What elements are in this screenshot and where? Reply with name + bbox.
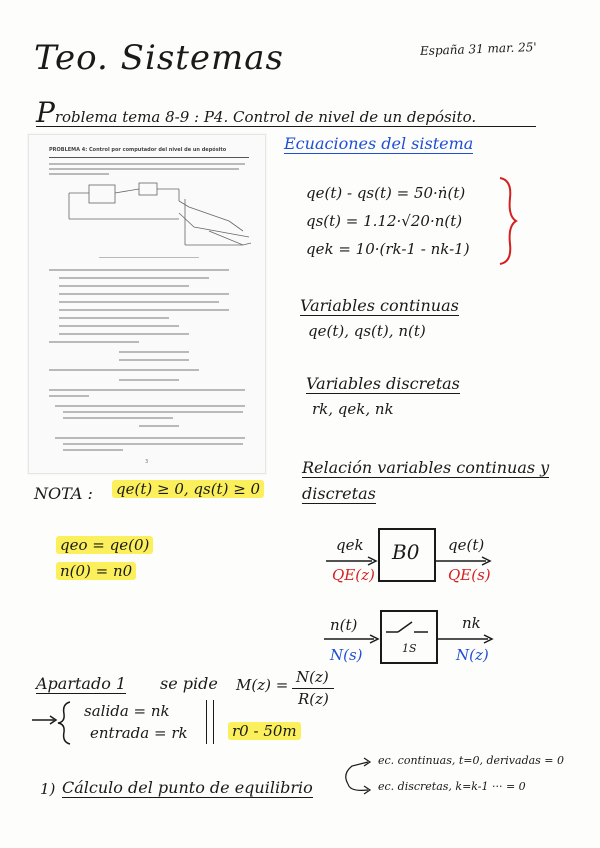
branch-arrows-icon	[340, 756, 380, 802]
block1-input-bottom: QE(z)	[332, 566, 375, 584]
thumbnail-heading: PROBLEMA 4: Control por computador del nivel de un depósito	[49, 147, 227, 153]
problem-heading	[36, 96, 476, 129]
equation-3: qek = 10·(rk-1 - nk-1)	[306, 240, 470, 258]
thumbnail-text-line	[63, 449, 123, 451]
block1-output-arrow-icon	[434, 556, 492, 566]
block1-input-top: qek	[336, 536, 364, 554]
continuous-variables-list: qe(t), qs(t), n(t)	[308, 322, 426, 340]
thumbnail-text-line	[59, 325, 179, 327]
problem-text: roblema tema 8-9 : P4. Control de nivel de un depósito.	[54, 108, 477, 126]
block1-output-top: qe(t)	[448, 536, 485, 554]
block2-input-top: n(t)	[330, 616, 358, 634]
block2-output-arrow-icon	[436, 634, 494, 644]
thumbnail-text-line	[59, 301, 219, 303]
salida-line: salida = nk	[84, 702, 170, 720]
problem-underline	[36, 126, 536, 127]
thumbnail-equation	[139, 425, 179, 427]
thumbnail-text-line	[59, 285, 189, 287]
transfer-function-denominator: R(z)	[298, 690, 329, 708]
branch-continuous: ec. continuas, t=0, derivadas = 0	[378, 754, 565, 767]
thumbnail-page-number: 3	[145, 459, 149, 465]
thumbnail-text-line	[59, 277, 209, 279]
block1-input-arrow-icon	[326, 556, 378, 566]
thumbnail-text-line	[59, 333, 189, 335]
problem-initial: P	[36, 96, 55, 129]
fraction-bar	[292, 688, 334, 689]
discrete-variables-heading: Variables discretas	[306, 374, 460, 393]
continuous-variables-heading: Variables continuas	[300, 296, 459, 315]
thumbnail-text-line	[63, 443, 243, 445]
block2-output-bottom: N(z)	[456, 646, 489, 664]
sampler-switch-icon	[384, 618, 430, 638]
block1-output-bottom: QE(s)	[448, 566, 491, 584]
equation-1: qe(t) - qs(t) = 50·ṅ(t)	[306, 184, 466, 202]
thumbnail-equation	[119, 359, 189, 361]
thumbnail-text-line	[63, 411, 243, 413]
reference-value: r0 - 50m	[228, 722, 301, 740]
block1-label: B0	[392, 540, 420, 564]
double-bar	[206, 700, 214, 744]
branch-discrete: ec. discretas, k=k-1 ··· = 0	[378, 780, 526, 793]
thumbnail-text-line	[49, 389, 245, 391]
thumbnail-caption	[99, 257, 199, 258]
block2-input-bottom: N(s)	[330, 646, 363, 664]
relation-heading-line1: Relación variables continuas y	[302, 458, 550, 477]
thumbnail-text-line	[49, 395, 89, 397]
thumbnail-diagram	[29, 135, 265, 473]
problem-document-thumbnail	[28, 134, 266, 474]
discrete-variables-list: rk, qek, nk	[312, 400, 394, 418]
thumbnail-text-line	[49, 269, 229, 271]
arrow-brace-icon	[30, 700, 74, 746]
initial-flow: qeo = qe(0)	[56, 536, 153, 554]
nota-label: NOTA :	[34, 484, 93, 503]
thumbnail-text-line	[63, 417, 173, 419]
thumbnail-equation	[119, 351, 189, 353]
step1-number: 1)	[40, 780, 56, 798]
se-pide-label: se pide	[160, 674, 218, 693]
initial-level: n(0) = n0	[56, 562, 136, 580]
block2-input-arrow-icon	[324, 634, 380, 644]
apartado-heading: Apartado 1	[36, 674, 127, 693]
thumbnail-text-line	[59, 309, 229, 311]
right-brace-icon	[496, 176, 520, 266]
transfer-function-lhs: M(z) =	[236, 676, 289, 694]
thumbnail-text-line	[49, 341, 139, 343]
block2-label: 1S	[402, 642, 417, 655]
thumbnail-text-line	[55, 405, 245, 407]
system-equations-heading: Ecuaciones del sistema	[284, 134, 474, 153]
thumbnail-text-line	[55, 437, 245, 439]
step1-title: Cálculo del punto de equilibrio	[62, 778, 313, 797]
nota-value: qe(t) ≥ 0, qs(t) ≥ 0	[112, 480, 264, 498]
page-title: Teo. Sistemas	[34, 38, 285, 78]
thumbnail-text-line	[59, 293, 229, 295]
equation-2: qs(t) = 1.12·√20·n(t)	[306, 212, 463, 230]
thumbnail-text-line	[49, 369, 199, 371]
relation-heading-line2: discretas	[302, 484, 376, 503]
block2-output-top: nk	[462, 614, 481, 632]
thumbnail-text-line	[59, 317, 169, 319]
entrada-line: entrada = rk	[90, 724, 188, 742]
thumbnail-equation	[119, 379, 179, 381]
transfer-function-numerator: N(z)	[296, 668, 329, 686]
date-note: España 31 mar. 25'	[419, 39, 537, 59]
